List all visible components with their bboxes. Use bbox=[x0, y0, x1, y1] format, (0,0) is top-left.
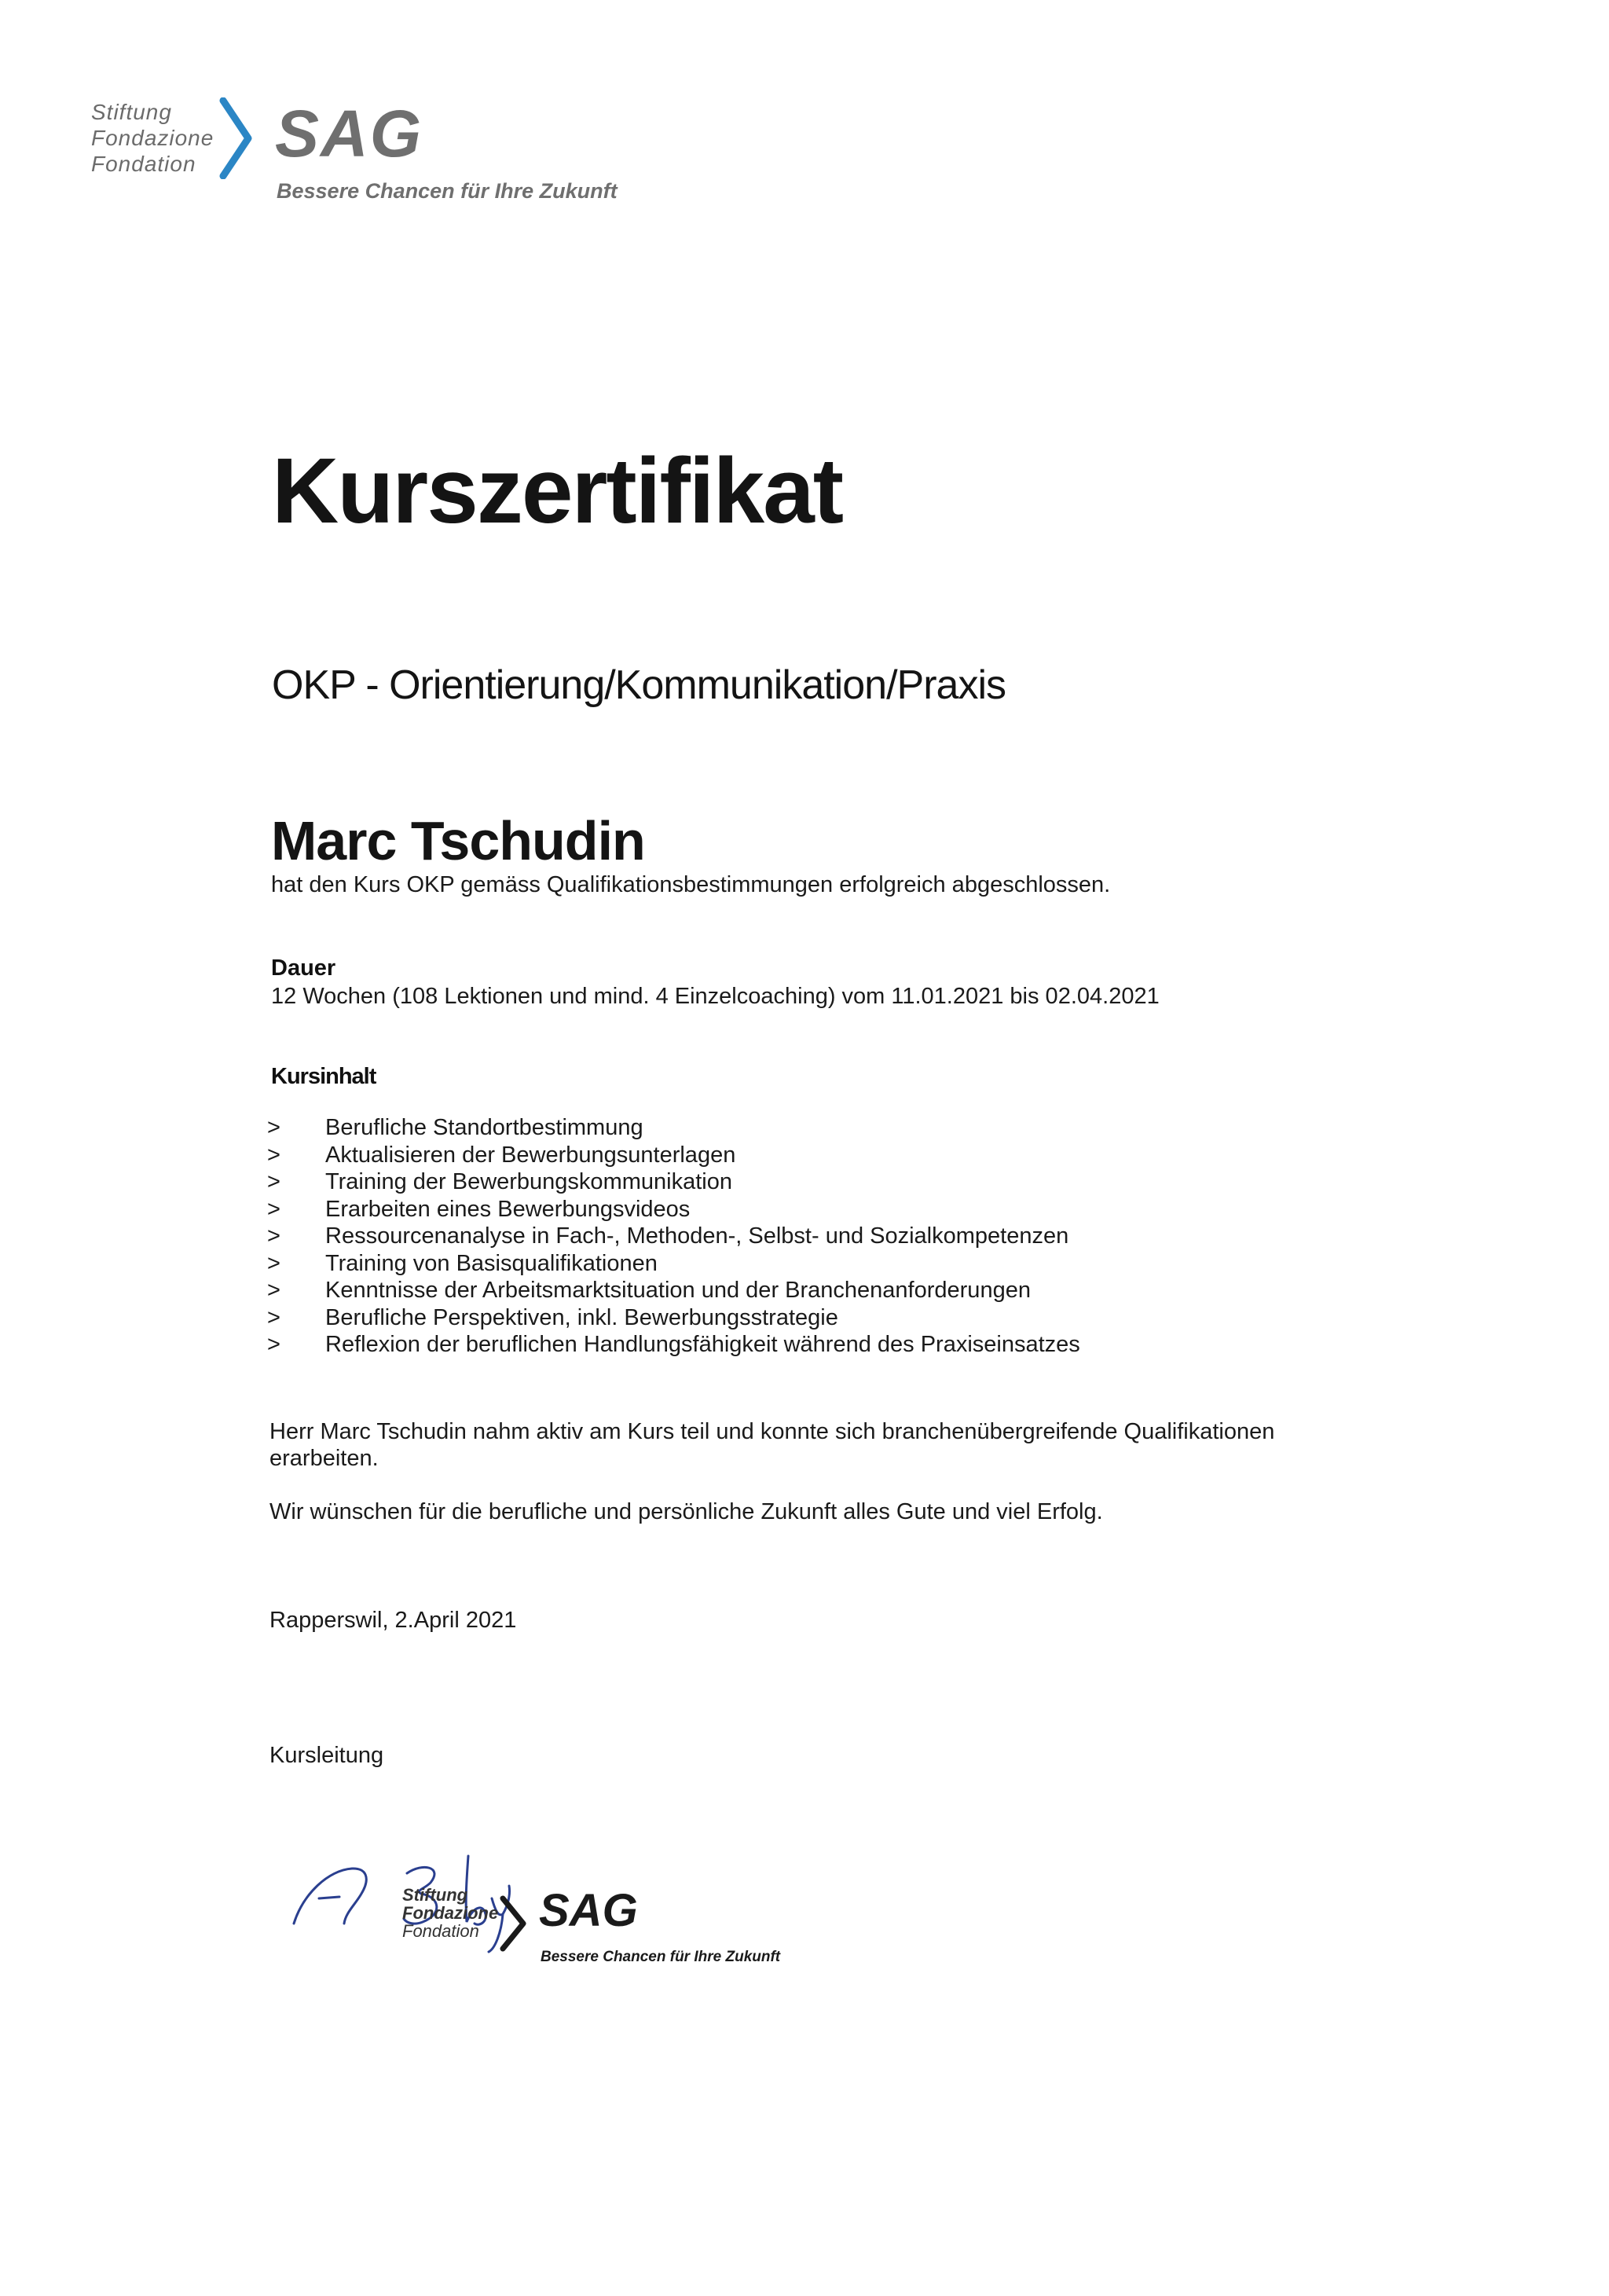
bullet-marker: > bbox=[267, 1169, 280, 1194]
list-item bbox=[267, 1196, 1080, 1223]
list-item bbox=[267, 1142, 1080, 1169]
stamp-line: Stiftung bbox=[402, 1885, 468, 1905]
content-list bbox=[267, 1114, 1080, 1359]
stamp-brand: SAG bbox=[539, 1885, 638, 1936]
list-item-text: Aktualisieren der Bewerbungsunterlagen bbox=[325, 1142, 736, 1168]
bullet-marker: > bbox=[267, 1196, 280, 1222]
bullet-marker: > bbox=[267, 1142, 280, 1168]
bullet-marker: > bbox=[267, 1115, 280, 1140]
list-item-text: Ressourcenanalyse in Fach-, Methoden-, Selbst- und Sozialkompetenzen bbox=[325, 1223, 1069, 1249]
stamp-line: Fondation bbox=[402, 1921, 479, 1941]
list-item bbox=[267, 1277, 1080, 1304]
list-item bbox=[267, 1114, 1080, 1142]
stamp-line: Fondazione bbox=[402, 1903, 499, 1923]
bullet-marker: > bbox=[267, 1223, 280, 1249]
list-item-text: Berufliche Standortbestimmung bbox=[325, 1115, 643, 1140]
closing-wishes: Wir wünschen für die berufliche und persönliche Zukunft alles Gute und viel Erfolg. bbox=[269, 1499, 1103, 1524]
signature-label: Kursleitung bbox=[269, 1743, 384, 1768]
list-item bbox=[267, 1331, 1080, 1359]
logo-line: Fondation bbox=[91, 152, 196, 176]
list-item bbox=[267, 1168, 1080, 1196]
list-item bbox=[267, 1304, 1080, 1332]
list-item-text: Erarbeiten eines Bewerbungsvideos bbox=[325, 1196, 691, 1222]
stamp-slogan: Bessere Chancen für Ihre Zukunft bbox=[541, 1949, 781, 1965]
logo-brand: SAG bbox=[275, 97, 423, 171]
duration-value: 12 Wochen (108 Lektionen und mind. 4 Einzelcoaching) vom 11.01.2021 bis 02.04.2021 bbox=[271, 984, 1160, 1009]
logo-chevron-icon bbox=[217, 97, 256, 179]
bullet-marker: > bbox=[267, 1278, 280, 1303]
bullet-marker: > bbox=[267, 1304, 280, 1330]
list-item-text: Reflexion der beruflichen Handlungsfähigkeit während des Praxiseinsatzes bbox=[325, 1332, 1080, 1357]
list-item bbox=[267, 1223, 1080, 1250]
place-date: Rapperswil, 2.April 2021 bbox=[269, 1608, 517, 1633]
list-item-text: Berufliche Perspektiven, inkl. Bewerbungsstrategie bbox=[325, 1304, 838, 1330]
logo-line: Fondazione bbox=[91, 126, 214, 150]
content-label: Kursinhalt bbox=[271, 1064, 376, 1089]
bullet-marker: > bbox=[267, 1332, 280, 1357]
stamp-foundation-lines bbox=[402, 1886, 498, 1940]
duration-label: Dauer bbox=[271, 955, 336, 981]
participant-name: Marc Tschudin bbox=[271, 810, 645, 871]
closing-line-2: erarbeiten. bbox=[269, 1446, 379, 1471]
list-item bbox=[267, 1250, 1080, 1278]
stamp-chevron-icon bbox=[498, 1895, 530, 1952]
list-item-text: Training der Bewerbungskommunikation bbox=[325, 1169, 732, 1194]
course-name: OKP - Orientierung/Kommunikation/Praxis bbox=[272, 662, 1006, 708]
bullet-marker: > bbox=[267, 1250, 280, 1276]
list-item-text: Kenntnisse der Arbeitsmarktsituation und der Branchenanforderungen bbox=[325, 1278, 1031, 1303]
list-item-text: Training von Basisqualifikationen bbox=[325, 1250, 658, 1276]
completion-statement: hat den Kurs OKP gemäss Qualifikationsbestimmungen erfolgreich abgeschlossen. bbox=[271, 872, 1111, 897]
logo-slogan: Bessere Chancen für Ihre Zukunft bbox=[277, 179, 618, 203]
certificate-title: Kurszertifikat bbox=[272, 439, 843, 543]
logo-line: Stiftung bbox=[91, 100, 172, 124]
closing-line-1: Herr Marc Tschudin nahm aktiv am Kurs teil und konnte sich branchenübergreifende Qualifikationen bbox=[269, 1419, 1275, 1444]
